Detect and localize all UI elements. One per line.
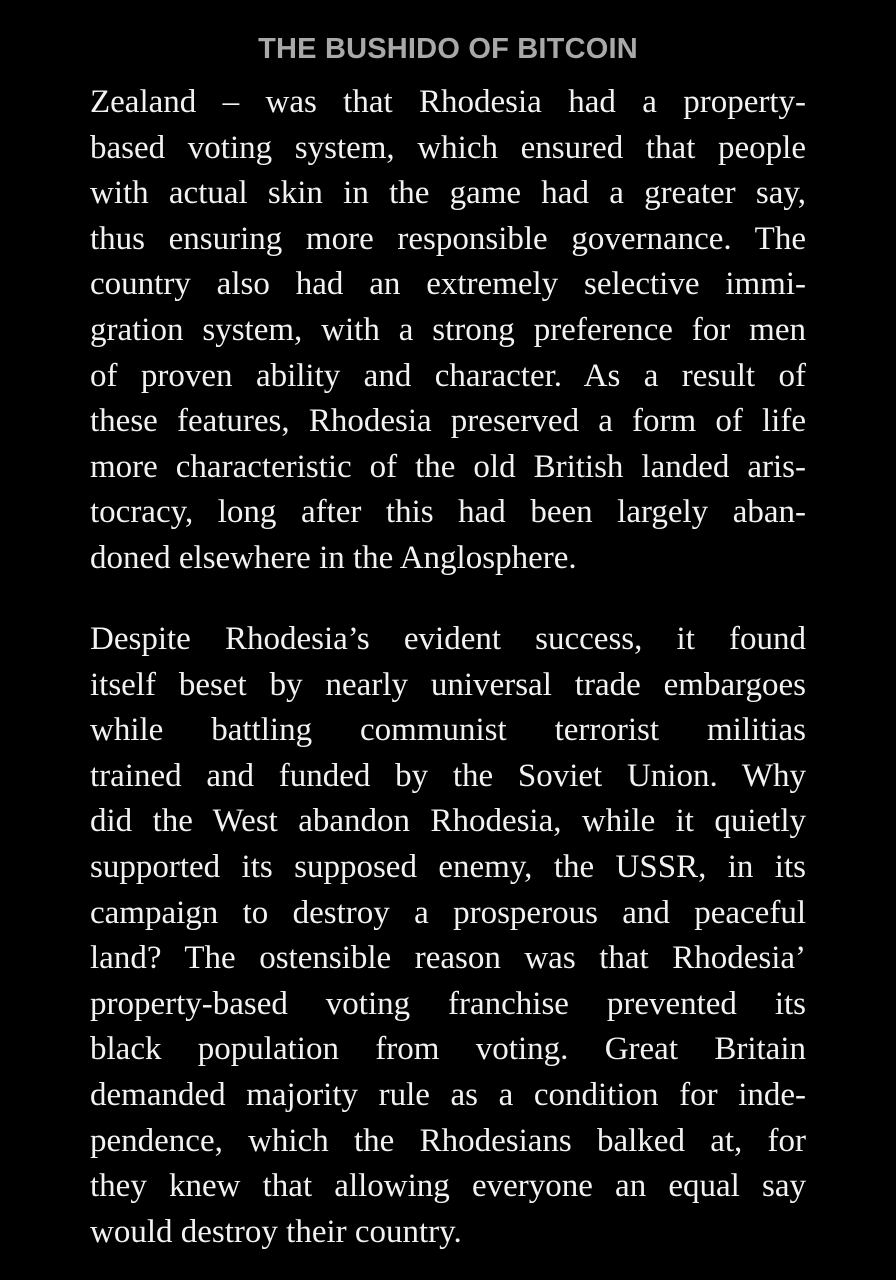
text-line: land? The ostensible reason was that Rhodesia’ <box>90 940 806 977</box>
text-line: gration system, with a strong preference for men <box>90 311 806 348</box>
running-title: THE BUSHIDO OF BITCOIN <box>258 33 638 65</box>
text-line: black population from voting. Great Britain <box>90 1031 806 1068</box>
text-line: Despite Rhodesia’s evident success, it found <box>90 621 806 657</box>
text-line: supported its supposed enemy, the USSR, in its <box>90 848 806 885</box>
text-line: with actual skin in the game had a greater say, <box>90 175 806 212</box>
paragraph-1 <box>90 80 806 582</box>
text-line: these features, Rhodesia preserved a form of life <box>90 403 806 440</box>
text-line: based voting system, which ensured that people <box>90 129 806 166</box>
text-line: country also had an extremely selective immi- <box>90 266 806 303</box>
text-line: more characteristic of the old British landed aris- <box>90 448 806 485</box>
text-line: while battling communist terrorist militias <box>90 712 806 749</box>
text-line: pendence, which the Rhodesians balked at, for <box>90 1122 806 1159</box>
text-line: itself beset by nearly universal trade embargoes <box>90 666 806 703</box>
text-line: they knew that allowing everyone an equal say <box>90 1168 806 1205</box>
text-line: of proven ability and character. As a result of <box>90 357 806 394</box>
text-line: tocracy, long after this had been largely aban- <box>90 494 806 531</box>
text-line: would destroy their country. <box>90 1213 462 1250</box>
text-line: demanded majority rule as a condition for inde- <box>90 1076 806 1113</box>
text-line: Zealand – was that Rhodesia had a property- <box>90 84 806 120</box>
text-line: campaign to destroy a prosperous and peaceful <box>90 894 806 931</box>
text-line: did the West abandon Rhodesia, while it quietly <box>90 803 806 840</box>
paragraph-2 <box>90 617 806 1255</box>
text-line: property-based voting franchise prevented its <box>90 985 806 1022</box>
text-line: doned elsewhere in the Anglosphere. <box>90 539 577 576</box>
text-line: thus ensuring more responsible governance. The <box>90 220 806 257</box>
text-line: trained and funded by the Soviet Union. Why <box>90 757 806 794</box>
